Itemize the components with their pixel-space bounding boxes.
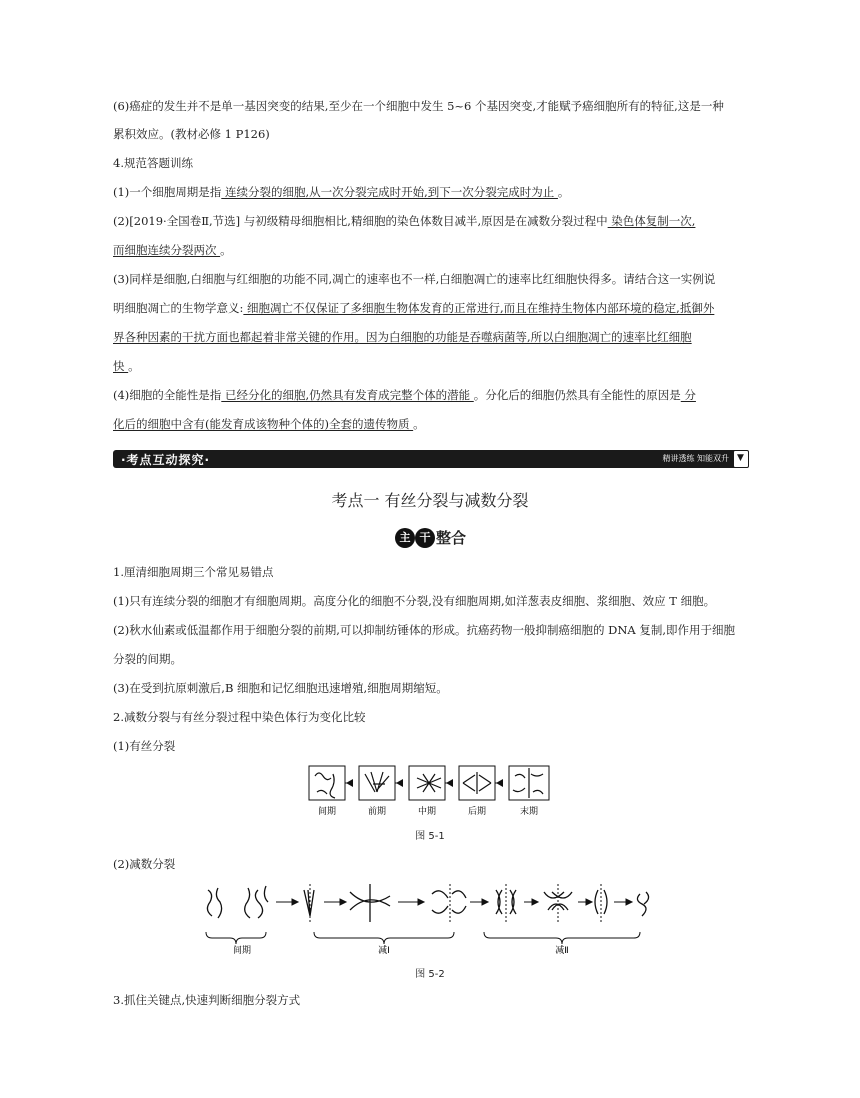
stage-label-1: 间期 xyxy=(317,807,337,817)
stage-box-3 xyxy=(409,766,445,800)
text-line xyxy=(113,416,753,432)
stage-label-4: 后期 xyxy=(467,807,487,817)
figure2-caption: 图 5-2 xyxy=(415,969,445,980)
line-text: 。 xyxy=(413,417,425,431)
line-text: (1)一个细胞周期是指 xyxy=(113,185,222,199)
text-line xyxy=(113,992,753,1008)
text-line xyxy=(113,709,753,725)
line-text: (2)秋水仙素或低温都作用于细胞分裂的前期,可以抑制纺锤体的形成。抗癌药物一般抑制癌细胞的 DNA 复制,即作用于细胞 xyxy=(113,623,735,637)
line-text: 。 xyxy=(557,185,570,199)
line-text: 3.抓住关键点,快速判断细胞分裂方式 xyxy=(113,993,301,1007)
text-line xyxy=(113,387,753,403)
badge-circle-1: 主 xyxy=(395,528,415,548)
text-line xyxy=(113,564,753,580)
section-banner xyxy=(113,450,749,468)
line-text: 明细胞凋亡的生物学意义: xyxy=(113,301,244,315)
chevron-down-icon: ▼ xyxy=(737,453,744,463)
text-line xyxy=(113,242,753,258)
banner-label: ·考点互动探究· xyxy=(121,453,211,467)
answer-text: 而细胞连续分裂两次 xyxy=(113,243,221,257)
text-line xyxy=(113,738,753,754)
stage-box-1 xyxy=(309,766,345,800)
text-line xyxy=(113,593,753,609)
answer-text: 界各种因素的干扰方面也都起着非常关键的作用。因为白细胞的功能是吞噬病菌等,所以白细胞凋亡的速率比红细胞 xyxy=(113,330,692,344)
banner-right-text: 精讲透练 知能双升 xyxy=(662,454,729,463)
line-text: 。分化后的细胞仍然具有全能性的原因是 xyxy=(473,388,681,402)
line-text: (2)[2019·全国卷Ⅱ,节选] 与初级精母细胞相比,精细胞的染色体数目减半,原因是在减数分裂过程中 xyxy=(113,214,608,228)
stage-label-3: 中期 xyxy=(417,807,437,817)
line-text: 2.减数分裂与有丝分裂过程中染色体行为变化比较 xyxy=(113,710,366,724)
answer-text: 快 xyxy=(113,359,129,373)
stage-label-2: 前期 xyxy=(367,807,387,817)
text-line xyxy=(113,184,753,200)
meiosis-label-2: 减Ⅰ xyxy=(378,946,390,954)
figure-mitosis xyxy=(305,764,555,820)
figure1-caption: 图 5-1 xyxy=(415,831,445,842)
line-text: 累积效应。(教材必修 1 P126) xyxy=(113,127,270,141)
answer-text: 染色体复制一次, xyxy=(607,214,696,228)
text-line xyxy=(113,98,753,114)
text-line xyxy=(113,126,753,142)
line-text: 。 xyxy=(128,359,140,373)
answer-text: 细胞凋亡不仅保证了多细胞生物体发育的正常进行,而且在维持生物体内部环境的稳定,抵御外 xyxy=(243,301,715,315)
text-line xyxy=(113,680,753,696)
answer-text: 已经分化的细胞,仍然具有发育成完整个体的潜能 xyxy=(221,388,474,402)
line-text: 4.规范答题训练 xyxy=(113,156,193,170)
line-text: (2)减数分裂 xyxy=(113,857,176,871)
line-text: 1.厘清细胞周期三个常见易错点 xyxy=(113,565,274,579)
section-title: 考点一 有丝分裂与减数分裂 xyxy=(331,491,529,510)
text-line xyxy=(113,213,753,229)
meiosis-label-1: 间期 xyxy=(232,946,252,954)
text-line xyxy=(113,329,753,345)
line-text: (4)细胞的全能性是指 xyxy=(113,388,222,402)
badge-text: 整合 xyxy=(436,529,467,547)
badge-circle-2: 干 xyxy=(415,528,435,548)
stage-label-5: 末期 xyxy=(519,807,539,817)
text-line xyxy=(113,300,753,316)
answer-text: 连续分裂的细胞,从一次分裂完成时开始,到下一次分裂完成时为止 xyxy=(221,185,558,199)
line-text: (6)癌症的发生并不是单一基因突变的结果,至少在一个细胞中发生 5~6 个基因突变,才能赋予癌细胞所有的特征,这是一种 xyxy=(113,99,724,113)
line-text: (3)同样是细胞,白细胞与红细胞的功能不同,凋亡的速率也不一样,白细胞凋亡的速率比红细胞快得多。请结合这一实例说 xyxy=(113,272,716,286)
line-text: (1)只有连续分裂的细胞才有细胞周期。高度分化的细胞不分裂,没有细胞周期,如洋葱表皮细胞、浆细胞、效应 T 细胞。 xyxy=(113,594,716,608)
line-text: 。 xyxy=(220,243,232,257)
text-line xyxy=(113,155,753,171)
text-line xyxy=(113,856,753,872)
banner-arrow[interactable] xyxy=(733,450,749,468)
figure-meiosis xyxy=(200,880,660,954)
line-text: (3)在受到抗原刺激后,B 细胞和记忆细胞迅速增殖,细胞周期缩短。 xyxy=(113,681,448,695)
answer-text: 分 xyxy=(680,388,696,402)
stage-box-2 xyxy=(359,766,395,800)
text-line xyxy=(113,358,753,374)
badge xyxy=(395,528,466,548)
meiosis-label-3: 减Ⅱ xyxy=(555,946,569,954)
line-text: (1)有丝分裂 xyxy=(113,739,176,753)
line-text: 分裂的间期。 xyxy=(113,652,182,666)
text-line xyxy=(113,651,753,667)
text-line xyxy=(113,622,753,638)
answer-text: 化后的细胞中含有(能发育成该物种个体的)全套的遗传物质 xyxy=(113,417,414,431)
text-line xyxy=(113,271,753,287)
